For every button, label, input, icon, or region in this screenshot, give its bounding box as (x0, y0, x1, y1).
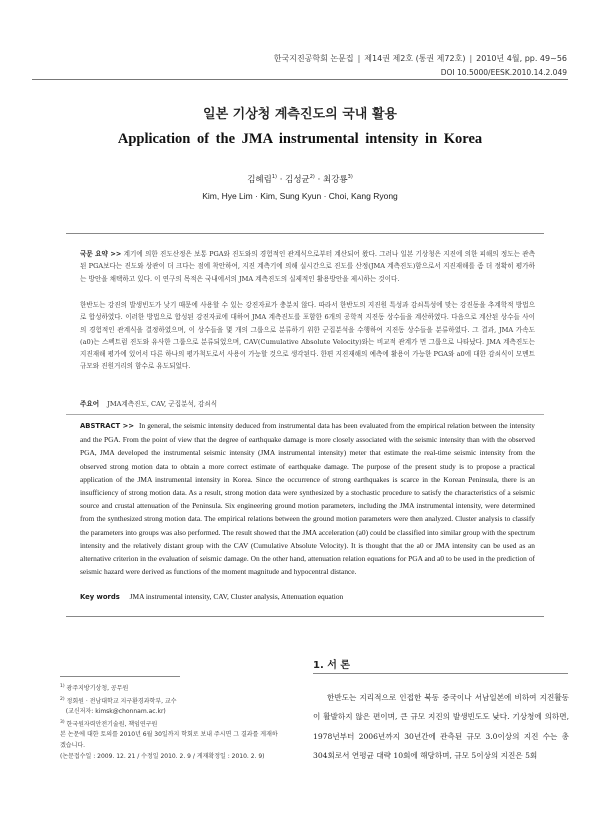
abstract-english (80, 419, 535, 578)
footnote-item: $^{3)}$ 한국원자력안전기술원, 책임연구원 (60, 719, 158, 728)
abstract-top-rule (66, 233, 544, 234)
keywords-korean-text: JMA계측진도, CAV, 군집분석, 감쇠식 (107, 400, 218, 408)
journal-date-pages: 2010년 4월, pp. 49~56 (476, 54, 567, 63)
journal-volume: 제14권 제2호 (통권 제72호) (364, 54, 466, 63)
journal-header: 한국지진공학회 논문집 | 제14권 제2호 (통권 제72호) | 2010년 4월, pp. 49~56 (273, 54, 567, 63)
footnote-item: 본 논문에 대한 토의를 2010년 6월 30일까지 학회로 보내 주시면 그 결과를 게재하겠습니다. (60, 731, 278, 749)
keywords-english-text: JMA instrumental intensity, CAV, Cluster analysis, Attenuation equation (129, 592, 344, 601)
introduction-text (313, 688, 569, 765)
abstract-korean-p1 (80, 248, 535, 285)
footnote-item: (논문접수일 : 2009. 12. 21 / 수정일 2010. 2. 9 / 게재확정일 : 2010. 2. 9) (60, 752, 265, 760)
footnotes (60, 682, 280, 762)
paper-title-korean: 일본 기상청 계측진도의 국내 활용 (203, 107, 397, 122)
keywords-korean (80, 398, 535, 408)
abstract-english-text: In general, the seismic intensity deduced from instrumental data has been evaluated from the empirical relation between the intensity and the PGA. From the point of view that the degree of earthquake damage is more closely associated with the seismic intensity than with the observed PGA, JMA developed the instrumental seismic intensity (JMA instrumental intensity) meter that estimate the real-time seismic intensity from the observed strong motion data to obtain a more correct estimate of earthquake damage. The purpose of the present study is to propose a practical application of the JMA instrumental intensity in Korea. Since the occurrence of strong earthquakes is scarce in the Korean Peninsula, there is an insufficiency of strong motion data. As a result, strong motion data were synthesized by a stochastic procedure to satisfy the characteristics of a seismic source and crustal attenuation of the Peninsula. Six engineering ground motion parameters, including the JMA instrumental intensity, were determined from the synthesized strong motion data. The empirical relations between the ground motion parameters were then analyzed. Cluster analysis to classify the parameters into groups was also performed. The result showed that the JMA acceleration (a0) could be classified into similar group with the spectrum intensity and the relatively distant group with the CAV (Cumulative Absolute Velocity). It is thought that the a0 or JMA intensity can be used as an alternative criterion in the evaluation of seismic damage. On the other hand, attenuation relation equations for PGA and a0 to be used in the prediction of seismic hazard were derived as functions of the moment magnitude and hypocentral distance. (80, 421, 535, 577)
author-mark: 3) (347, 174, 353, 181)
doi-link[interactable]: DOI 10.5000/EESK.2010.14.2.049 (440, 68, 567, 77)
footnote-item: $^{2)}$ 정회원 · 전남대학교 지구환경과학부, 교수 (60, 696, 177, 705)
footnote-divider (60, 676, 180, 677)
author-name: 김혜림 (247, 175, 272, 185)
author-separator: · (317, 175, 321, 185)
abstract-korean-text-1: 계기에 의한 진도산정은 보통 PGA와 진도와의 경험적인 관계식으로부터 계산되어 왔다. 그러나 일본 기상청은 지진에 의한 피해의 정도는 관측된 PGA보다는 진도와 상관이 더 크다는 점에 착안하여, 지진 계측기에 의해 실시간으로 진도를 산정(JMA 계측진도)함으로서 지진재해를 좀 더 정확히 평가하는 방안을 채택하고 있다. 이 연구의 목적은 국내에서의 JMA 계측진도의 실제적인 활용방안을 제시하는 것이다. (80, 250, 536, 283)
author-name: 김성균 (285, 175, 310, 185)
introduction-paragraph: 한반도는 지리적으로 인접한 북동 중국이나 서남일본에 비하여 지진활동이 활발하지 않은 편이며, 큰 규모 지진의 발생빈도도 낮다. 기상청에 의하면, 1978년부터 2006년까지 30년간에 관측된 규모 3.0이상의 지진 수는 총 304회로서 연평균 대략 10회에 해당하며, 규모 5이상의 지진은 5회 (313, 693, 569, 760)
footnote-item: (교신저자: kimsk@chonnam.ac.kr) (65, 708, 166, 716)
author-mark: 2) (309, 174, 315, 181)
paper-title-english: Application of the JMA instrumental intensity in Korea (117, 131, 483, 147)
authors-korean (0, 173, 600, 185)
abstract-korean-p2: 한반도는 강진의 발생빈도가 낮기 때문에 사용할 수 있는 강진자료가 충분치 않다. 따라서 한반도의 지진원 특성과 감쇠특성에 맞는 강진동을 추계학적 방법으로 합성하였다. 이러한 방법으로 합성된 강진자료에 대하여 JMA 계측진도를 포함한 6개의 공학적 지진동 상수들을 계산하였다. 다음으로 계산된 상수들 사이의 경험적인 관계식을 결정하였으며, 이 상수들을 몇 개의 그룹으로 분류하기 위한 군집분석을 수행하여 지진동 상수들을 분류하였다. 그 결과, JMA 가속도 (a0)는 스펙트럼 진도와 유사한 그룹으로 분류되었으며, CAV(Cumulative Absolute Velocity)와는 비교적 관계가 먼 그룹으로 나타났다. JMA 계측진도는 지진재해 평가에 있어서 다른 하나의 평가척도로서 사용이 가능할 것으로 생각된다. 한편 지진재해의 예측에 활용이 가능한 PGA와 a0에 대한 감쇠식이 모멘트 규모와 진원거리의 함수로 유도되었다. (80, 301, 535, 371)
header-divider (32, 79, 568, 80)
keywords-english (80, 592, 535, 601)
journal-name: 한국지진공학회 논문집 (273, 54, 354, 63)
section-divider (313, 673, 568, 674)
abstract-bottom-rule (66, 616, 544, 617)
abstract-english-label: ABSTRACT >> (80, 422, 135, 430)
author-name: 최강룡 (323, 175, 348, 185)
abstract-korean-label: 국문 요약 >> (80, 250, 122, 258)
abstract-divider (66, 414, 544, 415)
authors-english: Kim, Hye Lim · Kim, Sung Kyun · Choi, Kang Ryong (202, 191, 398, 201)
keywords-korean-label: 주요어 (80, 400, 100, 408)
footnote-item: $^{1)}$ 광주지방기상청, 공무원 (60, 684, 129, 692)
author-mark: 1) (271, 174, 277, 181)
author-separator: · (279, 175, 283, 185)
keywords-english-label: Key words (80, 593, 120, 601)
section-heading-introduction: 1. 서 론 (313, 660, 351, 671)
